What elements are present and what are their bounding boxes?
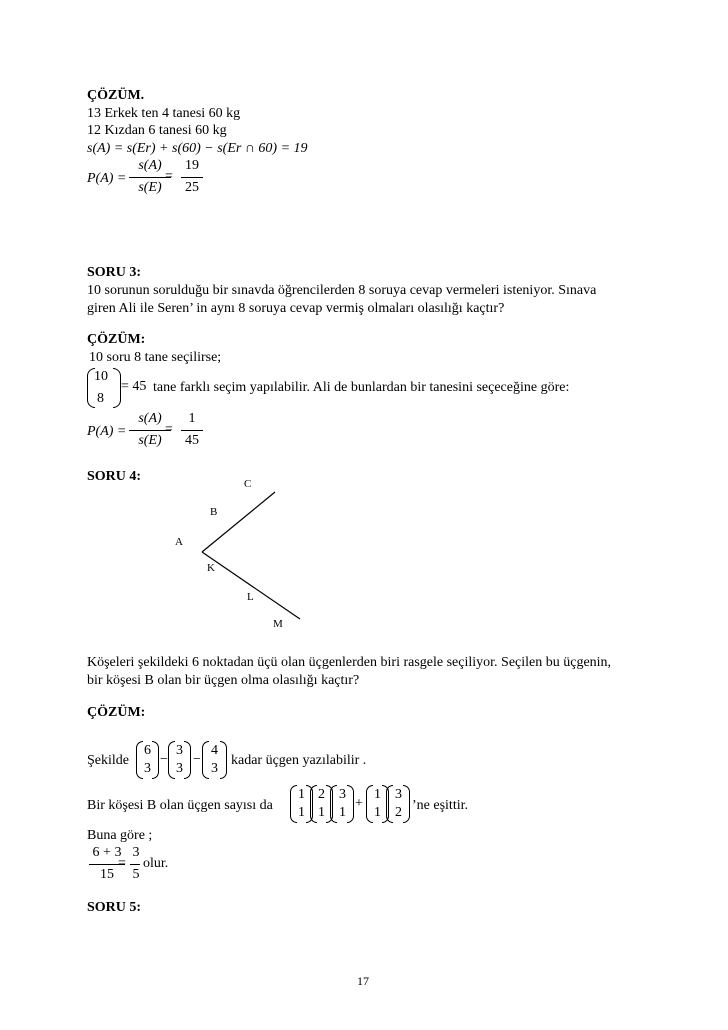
combination-top: 3 xyxy=(395,787,402,802)
combination-bottom: 2 xyxy=(395,805,402,820)
text-line: kadar üçgen yazılabilir . xyxy=(231,753,367,768)
left-paren xyxy=(386,785,393,823)
right-paren xyxy=(152,741,159,779)
question-text: Köşeleri şekildeki 6 noktadan üçü olan üçgenlerden biri rasgele seçiliyor. Seçilen bu üçgenin, xyxy=(87,655,612,670)
fraction-numerator: 6 + 3 xyxy=(92,845,122,860)
fraction-denominator: s(E) xyxy=(138,180,162,195)
left-paren xyxy=(202,741,209,779)
text-line: Şekilde xyxy=(87,753,129,768)
text-line: Bir köşesi B olan üçgen sayısı da xyxy=(87,798,273,813)
question-heading-3: SORU 3: xyxy=(87,265,142,280)
left-paren xyxy=(330,785,337,823)
question-text: 10 sorunun sorulduğu bir sınavda öğrencilerden 8 soruya cevap vermeleri isteniyor. Sınava xyxy=(87,283,597,298)
solution-heading-1: ÇÖZÜM. xyxy=(87,88,145,103)
text-line: Buna göre ; xyxy=(87,828,153,843)
fraction-numerator: 3 xyxy=(132,845,140,860)
fraction-denominator: 5 xyxy=(132,867,140,882)
fraction-numerator: s(A) xyxy=(138,411,162,426)
equals-sign: = xyxy=(118,856,126,871)
point-label-m: M xyxy=(273,618,283,630)
text-line: 12 Kızdan 6 tanesi 60 kg xyxy=(87,123,227,138)
ray-a-c xyxy=(202,492,275,552)
page-number: 17 xyxy=(357,974,369,988)
fraction-denominator: 45 xyxy=(185,433,199,448)
combination-top: 2 xyxy=(318,787,325,802)
combination-bottom: 3 xyxy=(144,761,151,776)
point-label-b: B xyxy=(210,506,218,518)
combination-top: 6 xyxy=(144,743,151,758)
fraction-denominator: 25 xyxy=(185,180,199,195)
combination-top: 4 xyxy=(211,743,218,758)
combination-bottom: 3 xyxy=(211,761,218,776)
left-paren xyxy=(310,785,317,823)
minus-sign: − xyxy=(193,752,201,767)
left-paren xyxy=(366,785,373,823)
minus-sign: − xyxy=(160,752,168,767)
solution-heading-4: ÇÖZÜM: xyxy=(87,705,146,720)
right-paren xyxy=(184,741,191,779)
ray-a-m xyxy=(202,552,300,619)
equals-sign: = xyxy=(165,422,173,437)
question-heading-5: SORU 5: xyxy=(87,900,142,915)
fraction-denominator: 15 xyxy=(100,867,114,882)
point-label-a: A xyxy=(175,536,183,548)
combination-top: 3 xyxy=(339,787,346,802)
combination-top: 3 xyxy=(176,743,183,758)
fraction-numerator: 1 xyxy=(188,411,196,426)
binomial-bottom: 8 xyxy=(97,391,104,406)
combination-bottom: 1 xyxy=(339,805,346,820)
point-label-l: L xyxy=(247,591,254,603)
left-paren xyxy=(136,741,143,779)
combination-top: 1 xyxy=(374,787,381,802)
question-text: giren Ali ile Seren’ in aynı 8 soruya cevap vermiş olmaları olasılığı kaçtır? xyxy=(87,301,505,316)
text-line: tane farklı seçim yapılabilir. Ali de bunlardan bir tanesini seçeceğine göre: xyxy=(153,380,570,395)
formula-p-a-label: P(A) = xyxy=(87,424,127,439)
left-paren xyxy=(290,785,297,823)
text-line: ’ne eşittir. xyxy=(412,798,468,813)
point-label-c: C xyxy=(244,478,252,490)
combination-bottom: 3 xyxy=(176,761,183,776)
fraction-denominator: s(E) xyxy=(138,433,162,448)
point-label-k: K xyxy=(207,562,215,574)
combination-bottom: 1 xyxy=(298,805,305,820)
combination-bottom: 1 xyxy=(318,805,325,820)
plus-sign: + xyxy=(355,796,363,811)
equals-sign: = xyxy=(165,169,173,184)
right-paren xyxy=(220,741,227,779)
combination-top: 1 xyxy=(298,787,305,802)
text-line: olur. xyxy=(143,856,169,871)
question-heading-4: SORU 4: xyxy=(87,469,142,484)
combination-bottom: 1 xyxy=(374,805,381,820)
binomial-top: 10 xyxy=(94,369,108,384)
fraction-numerator: s(A) xyxy=(138,158,162,173)
formula-p-a-label: P(A) = xyxy=(87,171,127,186)
left-paren xyxy=(168,741,175,779)
question-text: bir köşesi B olan bir üçgen olma olasılığı kaçtır? xyxy=(87,673,360,688)
text-line: 10 soru 8 tane seçilirse; xyxy=(89,350,222,365)
formula-s-a: s(A) = s(Er) + s(60) − s(Er ∩ 60) = 19 xyxy=(87,141,308,156)
fraction-bar xyxy=(130,864,140,865)
right-paren xyxy=(403,785,410,823)
text-line: 13 Erkek ten 4 tanesi 60 kg xyxy=(87,106,241,121)
solution-heading-3: ÇÖZÜM: xyxy=(87,332,146,347)
right-paren xyxy=(347,785,354,823)
fraction-numerator: 19 xyxy=(185,158,199,173)
binomial-value: = 45 xyxy=(121,379,147,394)
